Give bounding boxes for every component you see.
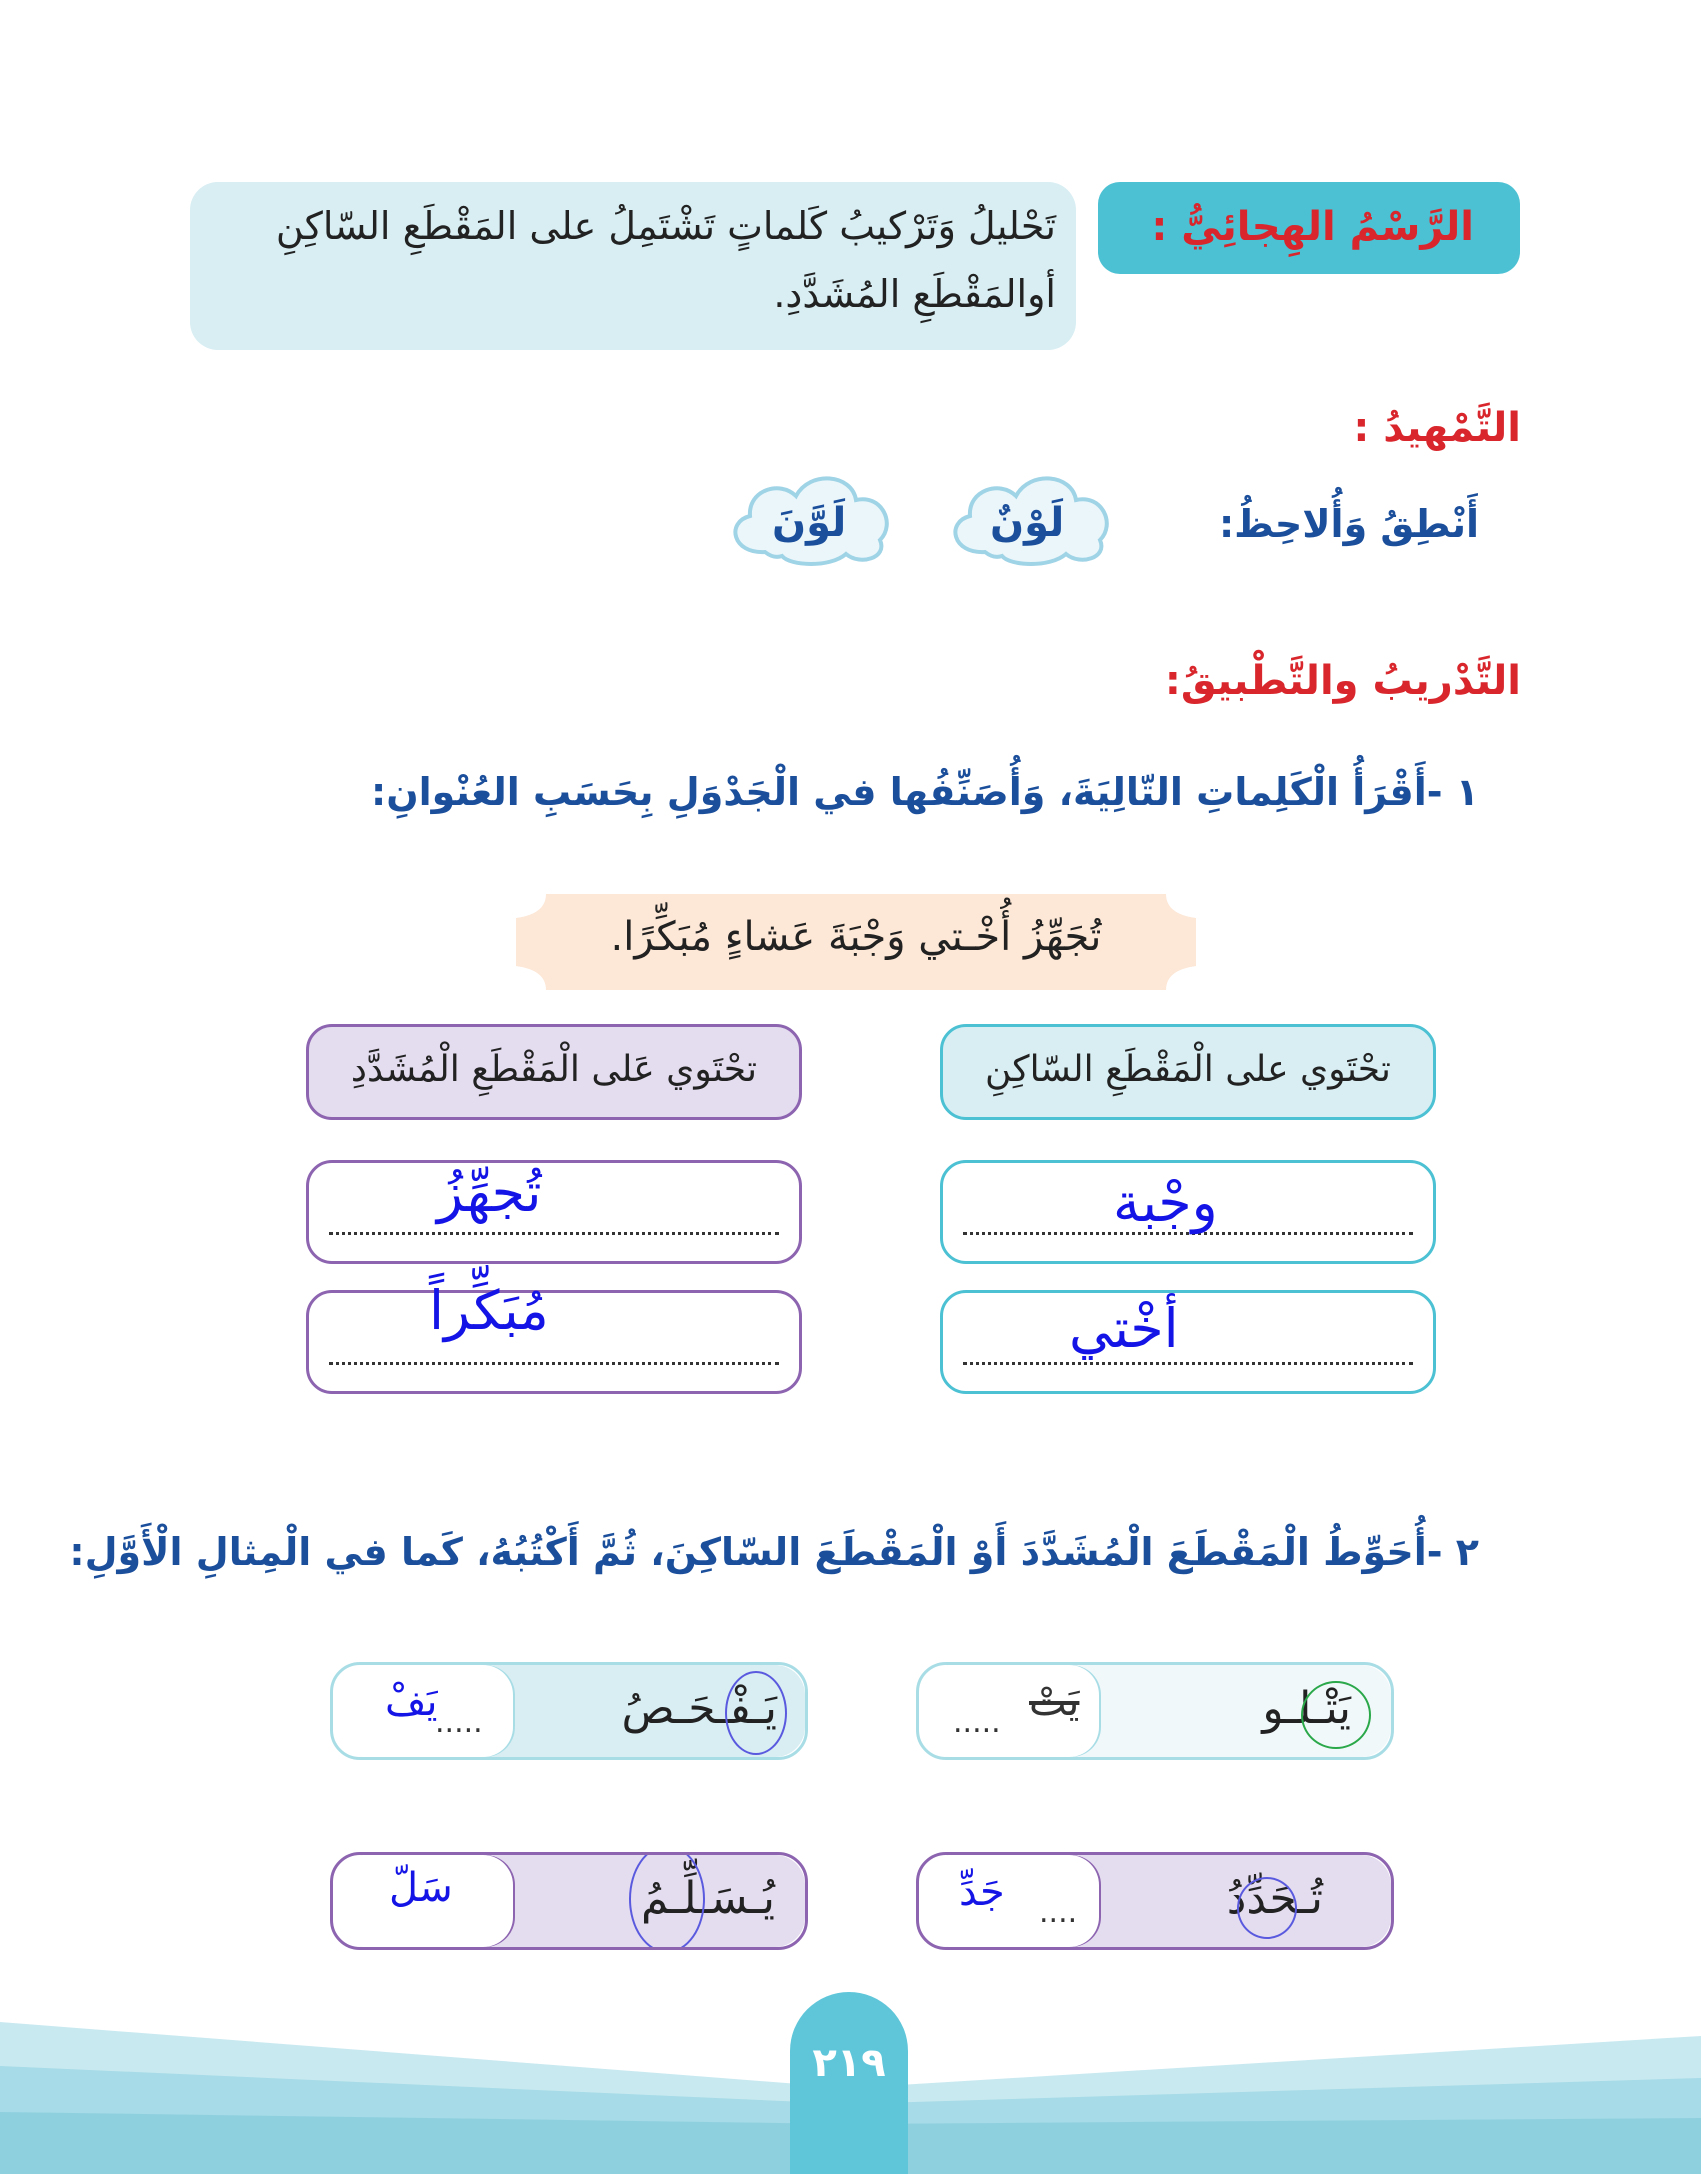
handwritten-answer: أخْتي [1069,1297,1179,1360]
handwritten-answer: وجْبة [1113,1171,1218,1234]
section-description: تَحْليلُ وَتَرْكيبُ كَلماتٍ تَشْتَمِلُ على المَقْطَعِ السّاكِنِ أوالمَقْطَعِ المُشَدَّدِ. [275,204,1056,316]
intro-prompt: أَنْطِقُ وَأُلاحِظُ: [1218,502,1479,546]
pill-answer: جَدِّ [959,1869,1005,1915]
pill-dots: .... [1039,1895,1078,1930]
section-description-box [190,182,1076,350]
pill-answer: يَفْ [385,1679,438,1725]
pill-dots: ..... [953,1705,1001,1740]
intro-heading: التَّمْهيدُ : [1353,405,1521,451]
sakin-answer-box-1[interactable] [940,1160,1436,1264]
handwritten-answer: تُجهِّزُ [437,1161,542,1224]
mushaddad-column-header [306,1024,802,1120]
circle-mark-icon [629,1852,705,1950]
pill-word: يُـسَـلِّـمُ [640,1873,775,1924]
dotted-line [329,1232,779,1235]
mushaddad-answer-box-2[interactable] [306,1279,802,1394]
pill-exercise-2 [330,1662,808,1760]
section-tag-label: الرَّسْمُ الهِجائِيُّ : [1151,204,1474,250]
cloud-word-1: لَوْنٌ [990,500,1065,546]
pill-dots: ..... [435,1705,483,1740]
circle-mark-icon [1237,1877,1297,1939]
circle-mark-icon [1301,1681,1371,1749]
sentence-text: تُجَهِّزُ أُخْـتي وَجْبَةَ عَشاءٍ مُبَكِّرًا. [610,914,1102,960]
question-2: ٢ -أُحَوِّطُ الْمَقْطَعَ الْمُشَدَّدَ أَوْ الْمَقْطَعَ السّاكِنَ، ثُمَّ أَكْتُبُهُ، كَما في الْمِثالِ الْأَوَّلِ: [69,1530,1479,1574]
sakin-column-header [940,1024,1436,1120]
section-tag [1098,182,1520,274]
mushaddad-answer-box-1[interactable] [306,1160,802,1264]
pill-word: يَـفْـحَـصُ [621,1683,777,1734]
pill-answer: يَتْ [1029,1679,1080,1725]
pill-word: يَتْـلـو [1262,1683,1351,1734]
pill-exercise-1 [916,1662,1394,1760]
pill-answer: سَلّ [389,1865,453,1911]
circle-mark-icon [725,1671,787,1755]
page-number-tab [790,1992,908,2174]
dotted-line [329,1362,779,1365]
sakin-header-label: تحْتَوي على الْمَقْطَعِ السّاكِنِ [985,1049,1391,1090]
pill-exercise-3 [916,1852,1394,1950]
dotted-line [963,1362,1413,1365]
pill-exercise-4 [330,1852,808,1950]
handwritten-answer: مُبَكِّراً [429,1279,549,1342]
pill-word: تُـحَدِّدُ [1226,1873,1323,1924]
page-number: ٢١٩ [812,2040,886,2086]
mushaddad-header-label: تحْتَوي عَلى الْمَقْطَعِ الْمُشَدَّدِ [350,1049,758,1090]
practice-heading: التَّدْريبُ والتَّطْبيقُ: [1164,658,1521,704]
cloud-word-2: لَوَّنَ [772,500,847,546]
question-1: ١ -أَقْرَأُ الْكَلِماتِ التّالِيَةَ، وَأُصَنِّفُها في الْجَدْوَلِ بِحَسَبِ العُنْوانِ: [371,770,1479,814]
sakin-answer-box-2[interactable] [940,1290,1436,1394]
